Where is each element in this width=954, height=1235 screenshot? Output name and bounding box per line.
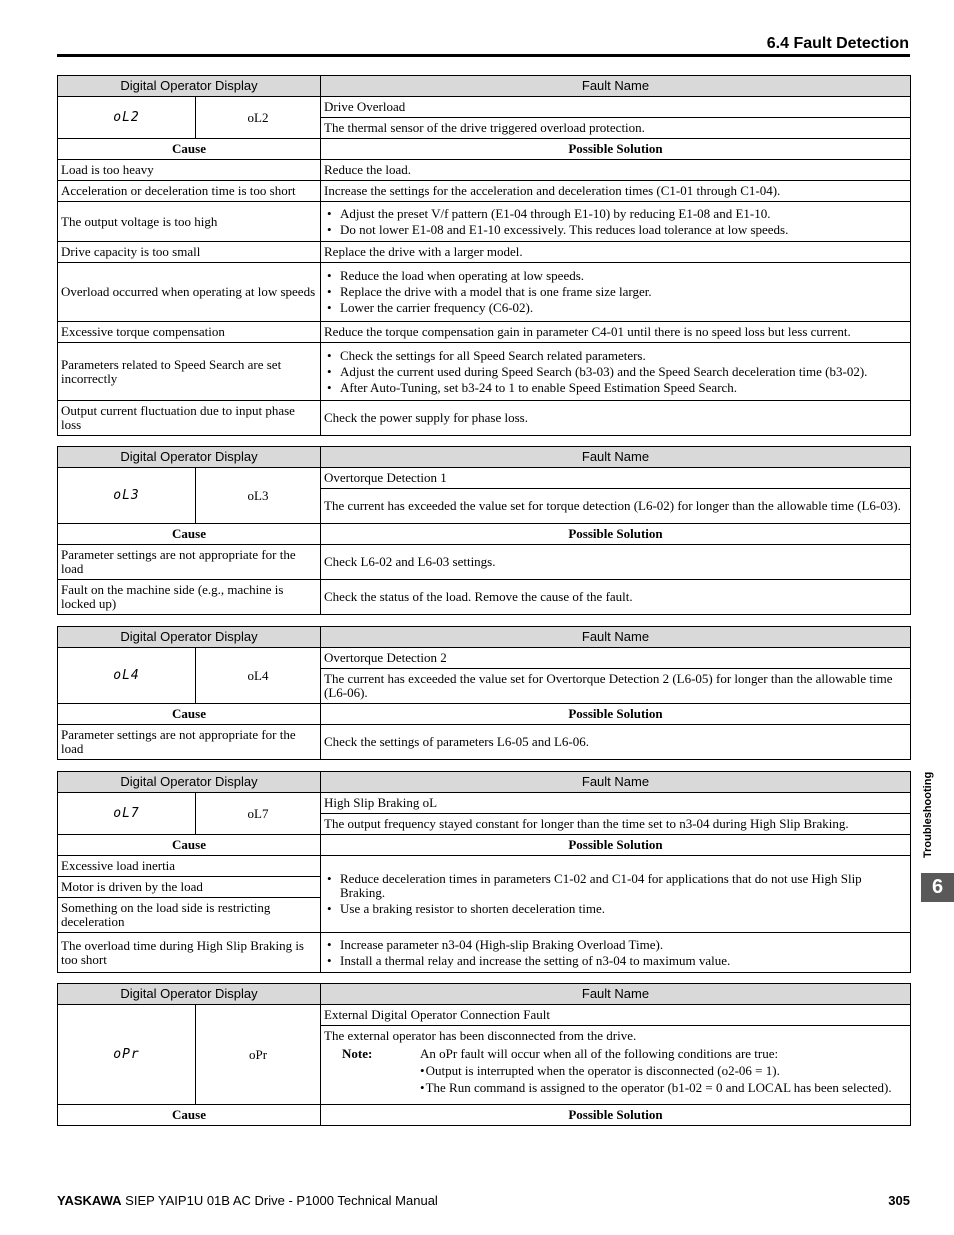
- solution-bullet: • Adjust the current used during Speed Search (b3-03) and the Speed Search deceleration time (b3-02).: [324, 365, 907, 379]
- solution-cell: [321, 933, 911, 973]
- solution-bullet: • Lower the carrier frequency (C6-02).: [324, 301, 907, 315]
- chapter-number-tab: 6: [921, 873, 954, 902]
- cause-cell: Parameters related to Speed Search are set incorrectly: [58, 343, 321, 401]
- solution-bullet: • Check the settings for all Speed Search related parameters.: [324, 349, 907, 363]
- fault-table-ol2: [57, 75, 911, 436]
- fault-description: The external operator has been disconnected from the drive.: [324, 1028, 637, 1043]
- solution-cell: Reduce the torque compensation gain in parameter C4-01 until there is no speed loss but less current.: [321, 322, 911, 343]
- section-title: 6.4 Fault Detection: [766, 35, 909, 52]
- footer-manual-title: [57, 1193, 438, 1208]
- note-label: Note:: [342, 1046, 373, 1061]
- solution-bullet: • Do not lower E1-08 and E1-10 excessively. This reduces load tolerance at low speeds.: [324, 223, 907, 237]
- cause-header: Cause: [58, 139, 321, 160]
- solution-header: Possible Solution: [321, 1105, 911, 1126]
- display-header: Digital Operator Display: [58, 984, 321, 1005]
- note-block: [324, 1047, 907, 1098]
- solution-header: Possible Solution: [321, 524, 911, 545]
- cause-cell: Drive capacity is too small: [58, 242, 321, 263]
- fault-table-ol7: [57, 771, 911, 973]
- fault-name: External Digital Operator Connection Fault: [321, 1005, 911, 1026]
- solution-bullet: • Replace the drive with a model that is one frame size larger.: [324, 285, 907, 299]
- solution-bullet: • Increase parameter n3-04 (High-slip Braking Overload Time).: [324, 938, 907, 952]
- cause-cell: Parameter settings are not appropriate for the load: [58, 545, 321, 580]
- page-number: 305: [888, 1193, 910, 1208]
- display-header: Digital Operator Display: [58, 772, 321, 793]
- solution-bullet: • Reduce the load when operating at low speeds.: [324, 269, 907, 283]
- fault-table-ol3: [57, 446, 911, 615]
- operator-display: oL7: [58, 793, 196, 835]
- fault-code: oL2: [196, 97, 321, 139]
- fault-name: Overtorque Detection 2: [321, 648, 911, 669]
- cause-header: Cause: [58, 704, 321, 725]
- cause-cell: The overload time during High Slip Braking is too short: [58, 933, 321, 973]
- solution-cell: Check L6-02 and L6-03 settings.: [321, 545, 911, 580]
- footer-brand: YASKAWA: [57, 1193, 122, 1208]
- solution-bullet: • Install a thermal relay and increase the setting of n3-04 to maximum value.: [324, 954, 907, 968]
- fault-name-header: Fault Name: [321, 447, 911, 468]
- solution-header: Possible Solution: [321, 835, 911, 856]
- cause-cell: Parameter settings are not appropriate for the load: [58, 725, 321, 760]
- fault-code: oL4: [196, 648, 321, 704]
- solution-bullet: • Use a braking resistor to shorten deceleration time.: [324, 902, 907, 916]
- display-header: Digital Operator Display: [58, 627, 321, 648]
- cause-cell: Load is too heavy: [58, 160, 321, 181]
- cause-header: Cause: [58, 835, 321, 856]
- operator-display: oL3: [58, 468, 196, 524]
- cause-cell: Output current fluctuation due to input phase loss: [58, 401, 321, 436]
- solution-cell: [321, 343, 911, 401]
- cause-cell: Excessive torque compensation: [58, 322, 321, 343]
- operator-display: oL2: [58, 97, 196, 139]
- note-body: [420, 1047, 907, 1098]
- note-bullet: • Output is interrupted when the operator is disconnected (o2-06 = 1).: [420, 1064, 907, 1078]
- cause-cell: Acceleration or deceleration time is too short: [58, 181, 321, 202]
- solution-header: Possible Solution: [321, 704, 911, 725]
- fault-name-header: Fault Name: [321, 772, 911, 793]
- fault-description: The current has exceeded the value set for torque detection (L6-02) for longer than the allowable time (L6-03).: [321, 489, 911, 524]
- solution-bullet: • Reduce deceleration times in parameters C1-02 and C1-04 for applications that do not use High Slip Braking.: [324, 872, 907, 900]
- cause-header: Cause: [58, 524, 321, 545]
- fault-code: oL3: [196, 468, 321, 524]
- fault-name-header: Fault Name: [321, 627, 911, 648]
- solution-cell: [321, 202, 911, 242]
- solution-cell: [321, 263, 911, 322]
- chapter-tab-label: Troubleshooting: [922, 771, 934, 858]
- solution-cell: Check the settings of parameters L6-05 and L6-06.: [321, 725, 911, 760]
- fault-code: oPr: [196, 1005, 321, 1105]
- cause-cell: Fault on the machine side (e.g., machine is locked up): [58, 580, 321, 615]
- operator-display: oL4: [58, 648, 196, 704]
- solution-header: Possible Solution: [321, 139, 911, 160]
- solution-bullet: • Adjust the preset V/f pattern (E1-04 through E1-10) by reducing E1-08 and E1-10.: [324, 207, 907, 221]
- fault-description-with-note: [321, 1026, 911, 1105]
- note-bullet-list: [420, 1064, 907, 1095]
- fault-description: The current has exceeded the value set for Overtorque Detection 2 (L6-05) for longer than the allowable time (L6-06).: [321, 669, 911, 704]
- solution-cell: Reduce the load.: [321, 160, 911, 181]
- solution-cell: [321, 856, 911, 933]
- fault-description: The thermal sensor of the drive triggered overload protection.: [321, 118, 911, 139]
- solution-cell: Check the power supply for phase loss.: [321, 401, 911, 436]
- solution-bullet: • After Auto-Tuning, set b3-24 to 1 to enable Speed Estimation Speed Search.: [324, 381, 907, 395]
- footer-manual: SIEP YAIP1U 01B AC Drive - P1000 Technical Manual: [121, 1193, 438, 1208]
- cause-cell: Overload occurred when operating at low speeds: [58, 263, 321, 322]
- solution-cell: Replace the drive with a larger model.: [321, 242, 911, 263]
- fault-name-header: Fault Name: [321, 76, 911, 97]
- solution-cell: Increase the settings for the acceleration and deceleration times (C1-01 through C1-04).: [321, 181, 911, 202]
- cause-cell: Excessive load inertia: [58, 856, 321, 877]
- fault-code: oL7: [196, 793, 321, 835]
- fault-name: Overtorque Detection 1: [321, 468, 911, 489]
- cause-cell: The output voltage is too high: [58, 202, 321, 242]
- cause-header: Cause: [58, 1105, 321, 1126]
- fault-description: The output frequency stayed constant for longer than the time set to n3-04 during High Slip Braking.: [321, 814, 911, 835]
- note-bullet: • The Run command is assigned to the operator (b1-02 = 0 and LOCAL has been selected).: [420, 1081, 907, 1095]
- display-header: Digital Operator Display: [58, 447, 321, 468]
- fault-name: Drive Overload: [321, 97, 911, 118]
- operator-display: oPr: [58, 1005, 196, 1105]
- fault-name: High Slip Braking oL: [321, 793, 911, 814]
- note-text: An oPr fault will occur when all of the following conditions are true:: [420, 1046, 779, 1061]
- cause-cell: Motor is driven by the load: [58, 877, 321, 898]
- header-rule: [57, 54, 910, 57]
- display-header: Digital Operator Display: [58, 76, 321, 97]
- fault-name-header: Fault Name: [321, 984, 911, 1005]
- fault-table-ol4: [57, 626, 911, 760]
- cause-cell: Something on the load side is restricting deceleration: [58, 898, 321, 933]
- fault-table-opr: [57, 983, 911, 1126]
- solution-cell: Check the status of the load. Remove the cause of the fault.: [321, 580, 911, 615]
